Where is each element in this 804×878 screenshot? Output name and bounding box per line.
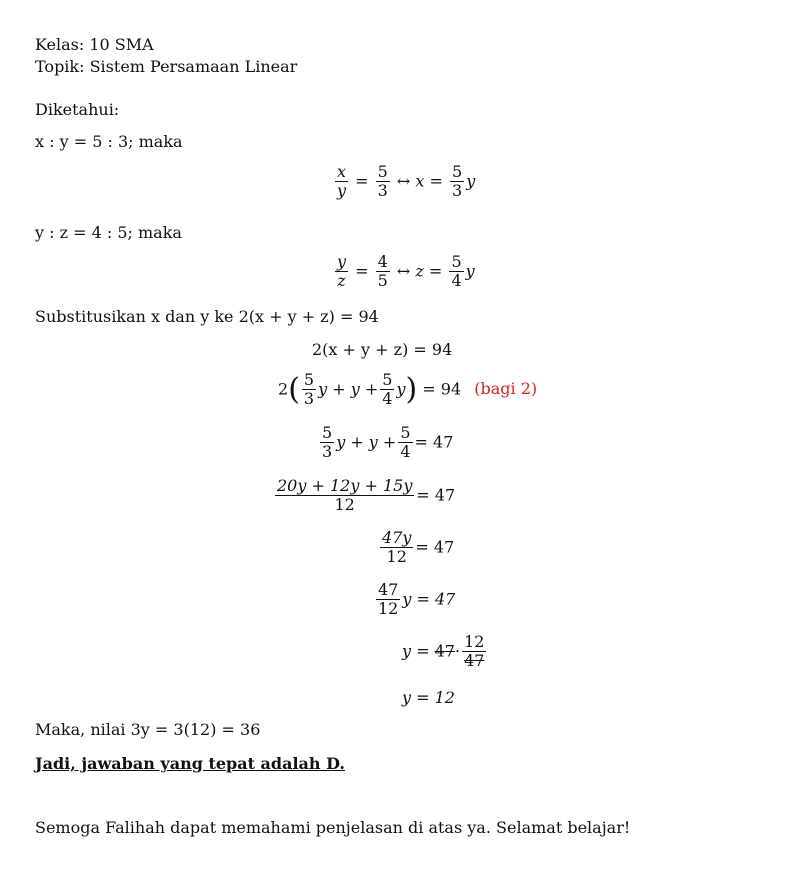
equation-x-over-y: $\frac{x}{y}$ = $\frac{5}{3}$ ↔ x = $\frac{5}{3}$ y <box>337 162 476 201</box>
ratio-xy: x : y = 5 : 3; maka <box>35 132 183 151</box>
fraction-12-47: $\frac{12}{47}$ <box>464 632 485 671</box>
fraction-sum-over-12: $\frac{20y + 12y + 15y}{12}$ <box>277 476 413 515</box>
step-7: y = 47· $\frac{12}{47}$ <box>402 632 485 671</box>
ratio-yz: y : z = 4 : 5; maka <box>35 223 182 242</box>
fraction-47-12: $\frac{47}{12}$ <box>378 580 399 619</box>
step-5: $\frac{47y}{12}$ = 47 <box>382 528 455 567</box>
fraction-47y-12: $\frac{47y}{12}$ <box>382 528 412 567</box>
result-line: Maka, nilai 3y = 3(12) = 36 <box>35 720 261 739</box>
cancelled-47: 47 <box>434 641 455 661</box>
step-1: 2(x + y + z) = 94 <box>312 340 453 359</box>
step-3: $\frac{5}{3}$ y + y + $\frac{5}{4}$ = 47 <box>322 423 454 462</box>
fraction-5-4: $\frac{5}{4}$ <box>451 252 462 291</box>
fraction-5-3: $\frac{5}{3}$ <box>377 162 388 201</box>
step-4: $\frac{20y + 12y + 15y}{12}$ = 47 <box>277 476 456 515</box>
fraction-5-4-s3: $\frac{5}{4}$ <box>400 423 411 462</box>
conclusion: Jadi, jawaban yang tepat adalah D. <box>35 754 345 773</box>
fraction-5-3-b: $\frac{5}{3}$ <box>452 162 463 201</box>
step-8: y = 12 <box>402 688 455 707</box>
fraction-x-y: $\frac{x}{y}$ <box>337 162 347 201</box>
diketahui-label: Diketahui: <box>35 100 120 119</box>
fraction-5-3-s3: $\frac{5}{3}$ <box>322 423 333 462</box>
equation-y-over-z: $\frac{y}{z}$ = $\frac{4}{5}$ ↔ z = $\frac{5}{4}$ y <box>337 252 475 291</box>
topik-label: Topik: Sistem Persamaan Linear <box>35 57 298 76</box>
fraction-5-4-s2: $\frac{5}{4}$ <box>382 370 393 409</box>
divide-note: (bagi 2) <box>474 379 538 399</box>
substitute-instruction: Substitusikan x dan y ke 2(x + y + z) = 94 <box>35 307 379 326</box>
closing-message: Semoga Falihah dapat memahami penjelasan di atas ya. Selamat belajar! <box>35 818 631 837</box>
fraction-5-3-s2: $\frac{5}{3}$ <box>303 370 315 409</box>
kelas-label: Kelas: 10 SMA <box>35 35 154 54</box>
fraction-4-5: $\frac{4}{5}$ <box>377 252 388 291</box>
step-2: 2( $\frac{5}{3}$ y + y + $\frac{5}{4}$ y) = 94 (bagi 2) <box>278 370 538 409</box>
step-6: $\frac{47}{12}$ y = 47 <box>378 580 456 619</box>
fraction-y-z: $\frac{y}{z}$ <box>337 252 347 291</box>
